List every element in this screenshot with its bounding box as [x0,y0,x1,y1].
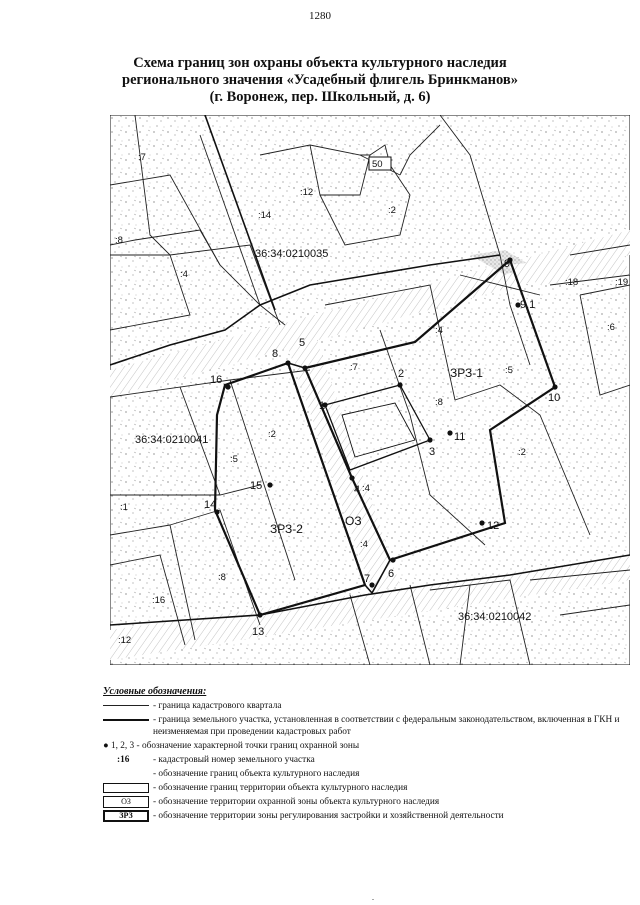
point-label: 12 [487,520,500,532]
title-line-2: регионального значения «Усадебный флигель Бринкманов» [122,72,518,88]
territory-box-symbol [103,783,149,793]
parcel-label: :8 [218,572,226,583]
parcel-label: :2 [268,429,276,440]
parcel-label: :1 [120,502,128,513]
point-label: 6 [388,568,395,580]
zone-label: ЗРЗ-2 [270,522,303,536]
parcel-label: :5 [230,454,238,465]
parcel-label: :8 [115,235,123,246]
zrz-box-symbol: ЗРЗ [103,810,149,822]
point-label: 8 [272,348,279,360]
parcel-label: :19 [615,277,629,288]
point-label: 14 [204,499,217,511]
page-number: 1280 [309,10,331,22]
parcel-label: :16 [152,595,166,606]
zone-label: ОЗ [345,514,362,528]
parcel-label: :4 [435,325,443,336]
parcel-label: :2 [518,447,526,458]
legend-object-territory: - обозначение границ территории объекта культурного наследия [103,781,623,795]
cadastral-quarter-label: 36:34:0210035 [255,248,329,260]
parcel-label: :4 [180,269,188,280]
legend-oz: ОЗ - обозначение территории охранной зоны объекта культурного наследия [103,795,623,809]
thick-line-symbol [103,713,151,727]
point-label: 10 [548,392,561,404]
parcel-label: :5 [505,365,513,376]
parcel-label: :2 [388,205,396,216]
point-label: 15 [250,480,263,492]
parcel-label: :6 [607,322,615,333]
parcel-label: :7 [138,152,146,163]
point-symbol: ● 1, 2, 3 - обозначение характерной точки границ охранной зоны [103,741,360,751]
point-label: 1 [319,400,326,412]
point-label: 2 [398,368,405,380]
point-label: 9 [504,258,511,270]
footer-mark: . [372,893,374,902]
oz-box-symbol: ОЗ [103,796,149,808]
legend-parcel-number: :16 - кадастровый номер земельного участка [117,755,315,765]
parcel-label: 50 [372,159,383,170]
parcel-label: :12 [118,635,132,646]
parcel-label: :4 [360,539,368,550]
cadastral-quarter-label: 36:34:0210042 [458,611,532,623]
point-label: 3 [429,446,436,458]
point-label: 13 [252,626,265,638]
legend-point [103,739,623,753]
parcel-label: :7 [350,362,358,373]
zone-label: ЗРЗ-1 [450,366,483,380]
cadastral-quarter-label: 36:34:0210041 [135,434,209,446]
parcel-label: :18 [565,277,579,288]
parcel-label: :14 [258,210,272,221]
parcel-label: :8 [435,397,443,408]
legend-quarter-boundary: - граница кадастрового квартала [103,699,623,713]
thin-line-symbol [103,699,151,713]
parcel-label: :4 [362,483,370,494]
page-title [80,55,560,106]
point-label: 16 [210,374,223,386]
point-label: 7 [364,573,371,585]
legend-zrz: ЗРЗ - обозначение территории зоны регулирования застройки и хозяйственной деятельности [103,809,623,823]
map-canvas [110,115,630,665]
cadastral-map [110,115,630,665]
point-label: 11 [454,431,466,443]
title-line-1: Схема границ зон охраны объекта культурного наследия [133,55,507,71]
point-label: 4 [354,484,361,496]
parcel-number-symbol: :16 [117,755,130,765]
point-label: 5 [299,337,306,349]
title-line-3: (г. Воронеж, пер. Школьный, д. 6) [209,89,431,105]
legend-parcel-boundary: - граница земельного участка, установленная в соответствии с федеральным законодательством, включенная в ГКН и неизменяемая при проведении кадастровых работ [103,713,623,739]
parcel-label: :12 [300,187,314,198]
point-label: 9.1 [520,299,536,311]
legend [103,686,623,823]
legend-object-boundary: - обозначение границ объекта культурного наследия [153,769,360,779]
legend-title: Условные обозначения: [103,686,207,697]
